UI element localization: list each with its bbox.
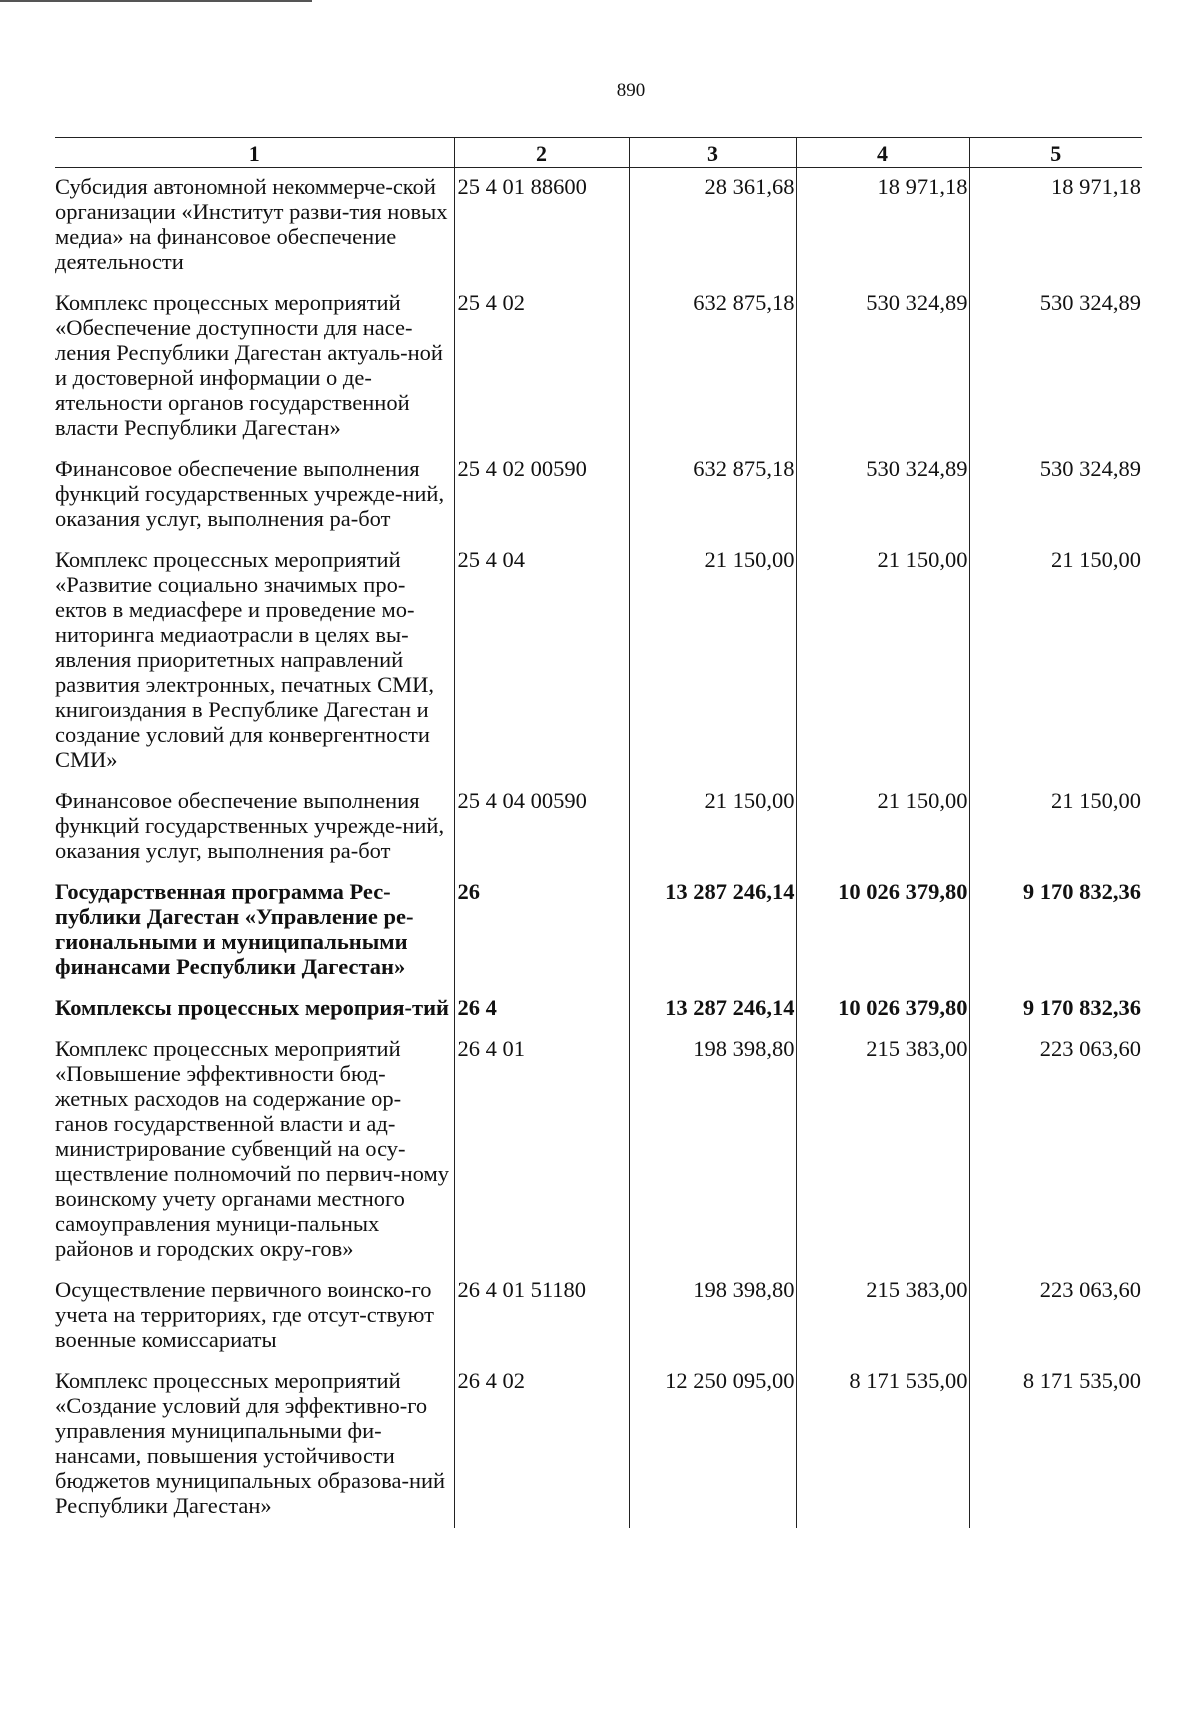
row-name-cell: Финансовое обеспечение выполнения функций государственных учрежде-ний, оказания услуг, выполнения ра-бот: [55, 456, 445, 531]
row-value-col4: 8 171 535,00: [796, 1362, 969, 1528]
row-name-cell: Финансовое обеспечение выполнения функций государственных учрежде-ний, оказания услуг, выполнения ра-бот: [55, 788, 445, 863]
table-row: [55, 873, 1142, 989]
row-value-col4: 10 026 379,80: [796, 989, 969, 1030]
row-code-cell: 26 4: [454, 989, 629, 1030]
row-code-cell: 25 4 04: [454, 541, 629, 782]
row-value-col4: 215 383,00: [796, 1030, 969, 1271]
row-value-col3: 21 150,00: [629, 782, 796, 873]
row-value-col4: 10 026 379,80: [796, 873, 969, 989]
table-row: [55, 782, 1142, 873]
row-name-cell: Субсидия автономной некоммерче-ской организации «Институт разви-тия новых медиа» на финансовое обеспечение деятельности: [55, 174, 448, 274]
row-code-cell: 25 4 01 88600: [454, 168, 629, 285]
row-name-cell: Государственная программа Рес-публики Дагестан «Управление ре-гиональными и муниципальными финансами Республики Дагестан»: [55, 879, 414, 979]
row-value-col5: 9 170 832,36: [969, 873, 1142, 989]
row-value-col3: 28 361,68: [629, 168, 796, 285]
page-number: 890: [616, 80, 646, 101]
row-value-col5: 9 170 832,36: [969, 989, 1142, 1030]
row-code-cell: 26 4 01 51180: [454, 1271, 629, 1362]
row-value-col5: 18 971,18: [969, 168, 1142, 285]
table-row: [55, 168, 1142, 285]
row-value-col5: 223 063,60: [969, 1271, 1142, 1362]
row-value-col4: 530 324,89: [796, 284, 969, 450]
row-code-cell: 25 4 02 00590: [454, 450, 629, 541]
table-row: [55, 1030, 1142, 1271]
header-row: [55, 138, 1142, 168]
row-value-col5: 8 171 535,00: [969, 1362, 1142, 1528]
row-value-col3: 198 398,80: [629, 1271, 796, 1362]
row-value-col5: 530 324,89: [969, 450, 1142, 541]
row-code-cell: 25 4 02: [454, 284, 629, 450]
budget-table: [55, 137, 1142, 1528]
row-value-col3: 13 287 246,14: [629, 989, 796, 1030]
header-col-4: 4: [796, 138, 969, 168]
row-value-col3: 12 250 095,00: [629, 1362, 796, 1528]
row-value-col5: 530 324,89: [969, 284, 1142, 450]
table-row: [55, 1271, 1142, 1362]
row-name-cell: Комплекс процессных мероприятий «Обеспечение доступности для насе-ления Республики Дагестан актуаль-ной и достоверной информации о де-ятельности органов государственной власти Республики Дагестан»: [55, 290, 443, 440]
row-value-col3: 13 287 246,14: [629, 873, 796, 989]
row-value-col4: 215 383,00: [796, 1271, 969, 1362]
row-name-cell: Комплекс процессных мероприятий «Повышение эффективности бюд-жетных расходов на содержание ор-ганов государственной власти и ад-министрирование субвенций на осу-ществление полномочий по первич-ному воинскому учету органами местного самоуправления муници-пальных районов и городских окру-гов»: [55, 1036, 449, 1261]
table-row: [55, 541, 1142, 782]
table-header: [55, 138, 1142, 168]
row-value-col3: 632 875,18: [629, 284, 796, 450]
header-col-1: 1: [55, 138, 454, 168]
row-name-cell: Осуществление первичного воинско-го учета на территориях, где отсут-ствуют военные комиссариаты: [55, 1277, 434, 1352]
row-value-col5: 21 150,00: [969, 782, 1142, 873]
row-name-cell: Комплексы процессных мероприя-тий: [55, 995, 449, 1020]
table-body: [55, 168, 1142, 1529]
row-value-col4: 21 150,00: [796, 782, 969, 873]
row-code-cell: 25 4 04 00590: [454, 782, 629, 873]
table-row: [55, 450, 1142, 541]
table-row: [55, 1362, 1142, 1528]
table-row: [55, 284, 1142, 450]
row-code-cell: 26 4 02: [454, 1362, 629, 1528]
header-col-5: 5: [969, 138, 1142, 168]
row-value-col5: 223 063,60: [969, 1030, 1142, 1271]
row-value-col4: 530 324,89: [796, 450, 969, 541]
row-value-col3: 632 875,18: [629, 450, 796, 541]
header-col-3: 3: [629, 138, 796, 168]
row-value-col3: 21 150,00: [629, 541, 796, 782]
row-code-cell: 26: [454, 873, 629, 989]
row-value-col3: 198 398,80: [629, 1030, 796, 1271]
table-row: [55, 989, 1142, 1030]
row-code-cell: 26 4 01: [454, 1030, 629, 1271]
row-value-col4: 21 150,00: [796, 541, 969, 782]
row-name-cell: Комплекс процессных мероприятий «Создание условий для эффективно-го управления муниципальными фи-нансами, повышения устойчивости бюджетов муниципальных образова-ний Республики Дагестан»: [55, 1368, 446, 1518]
row-value-col4: 18 971,18: [796, 168, 969, 285]
row-name-cell: Комплекс процессных мероприятий «Развитие социально значимых про-ектов в медиасфере и проведение мо-ниторинга медиаотрасли в целях вы-явления приоритетных направлений развития электронных, печатных СМИ, книгоиздания в Республике Дагестан и создание условий для конвергентности СМИ»: [55, 547, 434, 772]
scan-edge-line: [0, 0, 312, 2]
row-value-col5: 21 150,00: [969, 541, 1142, 782]
header-col-2: 2: [454, 138, 629, 168]
